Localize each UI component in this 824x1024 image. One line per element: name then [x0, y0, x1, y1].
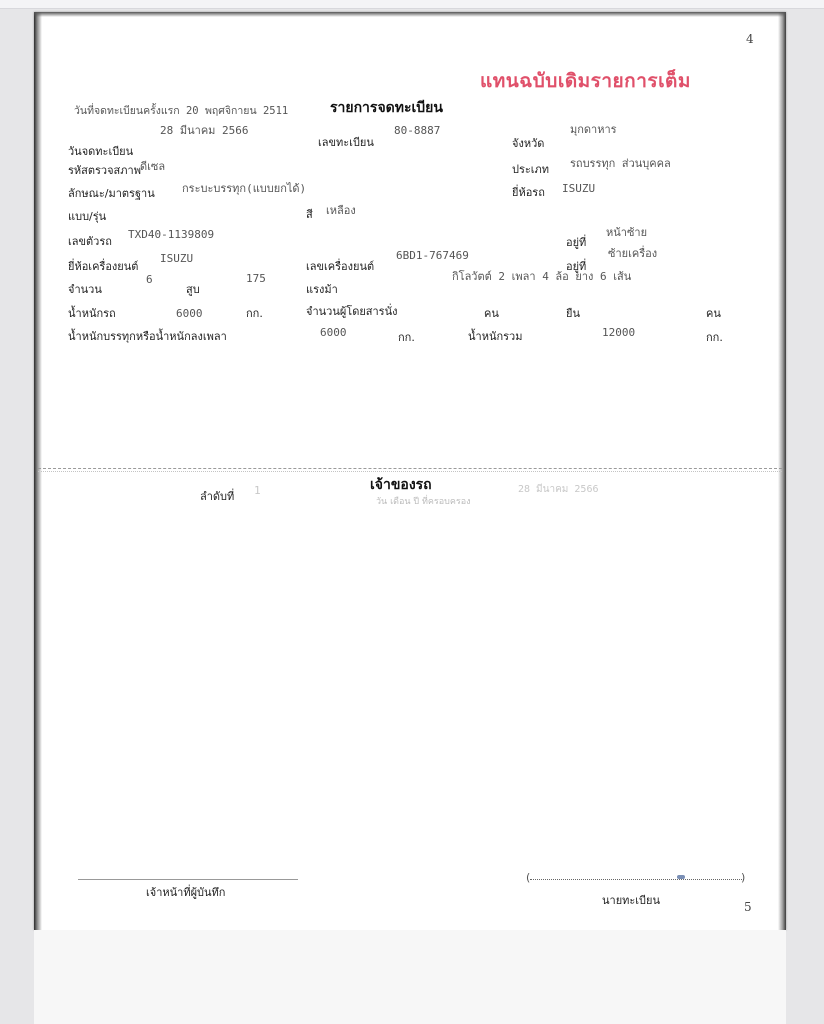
vehicle-weight-value: 6000	[176, 307, 203, 320]
chassis-value: TXD40-1139809	[128, 228, 215, 241]
type-label: ประเภท	[512, 163, 550, 176]
engine-location-value: ซ้ายเครื่อง	[608, 247, 658, 260]
vehicle-weight-label: น้ำหนักรถ	[68, 307, 116, 320]
seated-passengers-unit: คน	[484, 307, 499, 320]
engine-brand-value: ISUZU	[160, 252, 194, 265]
color-value: เหลือง	[326, 204, 356, 217]
officer-signature-label: เจ้าหน้าที่ผู้บันทึก	[146, 886, 226, 899]
engine-number-value: 6BD1-767469	[396, 249, 469, 262]
page-number-top: 4	[746, 32, 754, 46]
perforation-line	[38, 468, 782, 469]
total-weight-unit: กก.	[706, 331, 723, 344]
chassis-label: เลขตัวรถ	[68, 235, 112, 248]
owner-section-title: เจ้าของรถ	[370, 477, 432, 493]
registrar-signature-mark	[677, 875, 685, 879]
plate-label: เลขทะเบียน	[318, 136, 374, 149]
owner-sequence-value: 1	[254, 484, 261, 497]
owner-date-faded: 28 มีนาคม 2566	[518, 484, 599, 495]
section-title: รายการจดทะเบียน	[330, 100, 443, 116]
count-label: จำนวน	[68, 283, 102, 296]
chassis-location-value: หน้าซ้าย	[606, 226, 648, 239]
cylinder-label: สูบ	[186, 283, 200, 296]
scan-shadow-top	[34, 12, 786, 17]
vehicle-weight-unit: กก.	[246, 307, 263, 320]
reg-date-label: วันจดทะเบียน	[68, 145, 134, 158]
next-page-edge	[34, 930, 786, 1024]
total-weight-label: น้ำหนักรวม	[468, 330, 523, 343]
type-value: รถบรรทุก ส่วนบุคคล	[570, 157, 671, 170]
page-number-bottom: 5	[744, 900, 752, 914]
open-paren: (	[526, 871, 531, 884]
count-value: 6	[146, 273, 153, 286]
model-label: แบบ/รุ่น	[68, 210, 107, 223]
officer-signature-line	[78, 879, 298, 880]
owner-subheading-faded	[376, 495, 471, 501]
inspection-code-value: ดีเซล	[140, 160, 166, 173]
chassis-location-label: อยู่ที่	[566, 236, 587, 249]
brand-value: ISUZU	[562, 182, 596, 195]
brand-label: ยี่ห้อรถ	[512, 186, 545, 199]
standing-label: ยืน	[566, 307, 580, 320]
viewer-top-bar	[0, 0, 824, 9]
load-weight-value: 6000	[320, 326, 347, 339]
load-weight-label: น้ำหนักบรรทุกหรือน้ำหนักลงเพลา	[68, 330, 227, 343]
cylinder-value: 175	[246, 272, 266, 285]
style-value: กระบะบรรทุก(แบบยกได้)	[182, 182, 307, 195]
horsepower-label: แรงม้า	[306, 283, 338, 296]
registrar-signature-label: นายทะเบียน	[602, 894, 661, 907]
plate-value: 80-8887	[394, 124, 441, 137]
reg-date-value: 28 มีนาคม 2566	[160, 124, 249, 137]
province-label: จังหวัด	[512, 137, 545, 150]
total-weight-value: 12000	[602, 326, 636, 339]
registrar-signature-line	[530, 879, 744, 880]
province-value: มุกดาหาร	[570, 123, 617, 136]
close-paren: )	[741, 871, 746, 884]
standing-unit: คน	[706, 307, 721, 320]
inspection-code-label: รหัสตรวจสภาพ	[68, 164, 141, 177]
engine-location-label: อยู่ที่	[566, 260, 587, 273]
load-weight-unit: กก.	[398, 331, 415, 344]
owner-sequence-label: ลำดับที่	[200, 490, 235, 503]
axles-wheels-tires: กิโลวัตต์ 2 เพลา 4 ล้อ ยาง 6 เส้น	[452, 270, 632, 283]
engine-number-label: เลขเครื่องยนต์	[306, 260, 375, 273]
perforation-line-inner	[38, 471, 782, 472]
seated-passengers-label: จำนวนผู้โดยสารนั่ง	[306, 305, 398, 318]
engine-brand-label: ยี่ห้อเครื่องยนต์	[68, 260, 139, 273]
red-replacement-stamp: แทนฉบับเดิมรายการเต็ม	[480, 70, 691, 92]
first-registration-note: วันที่จดทะเบียนครั้งแรก 20 พฤศจิกายน 2511	[74, 105, 289, 117]
style-label: ลักษณะ/มาตรฐาน	[68, 187, 155, 200]
color-label: สี	[306, 208, 313, 221]
